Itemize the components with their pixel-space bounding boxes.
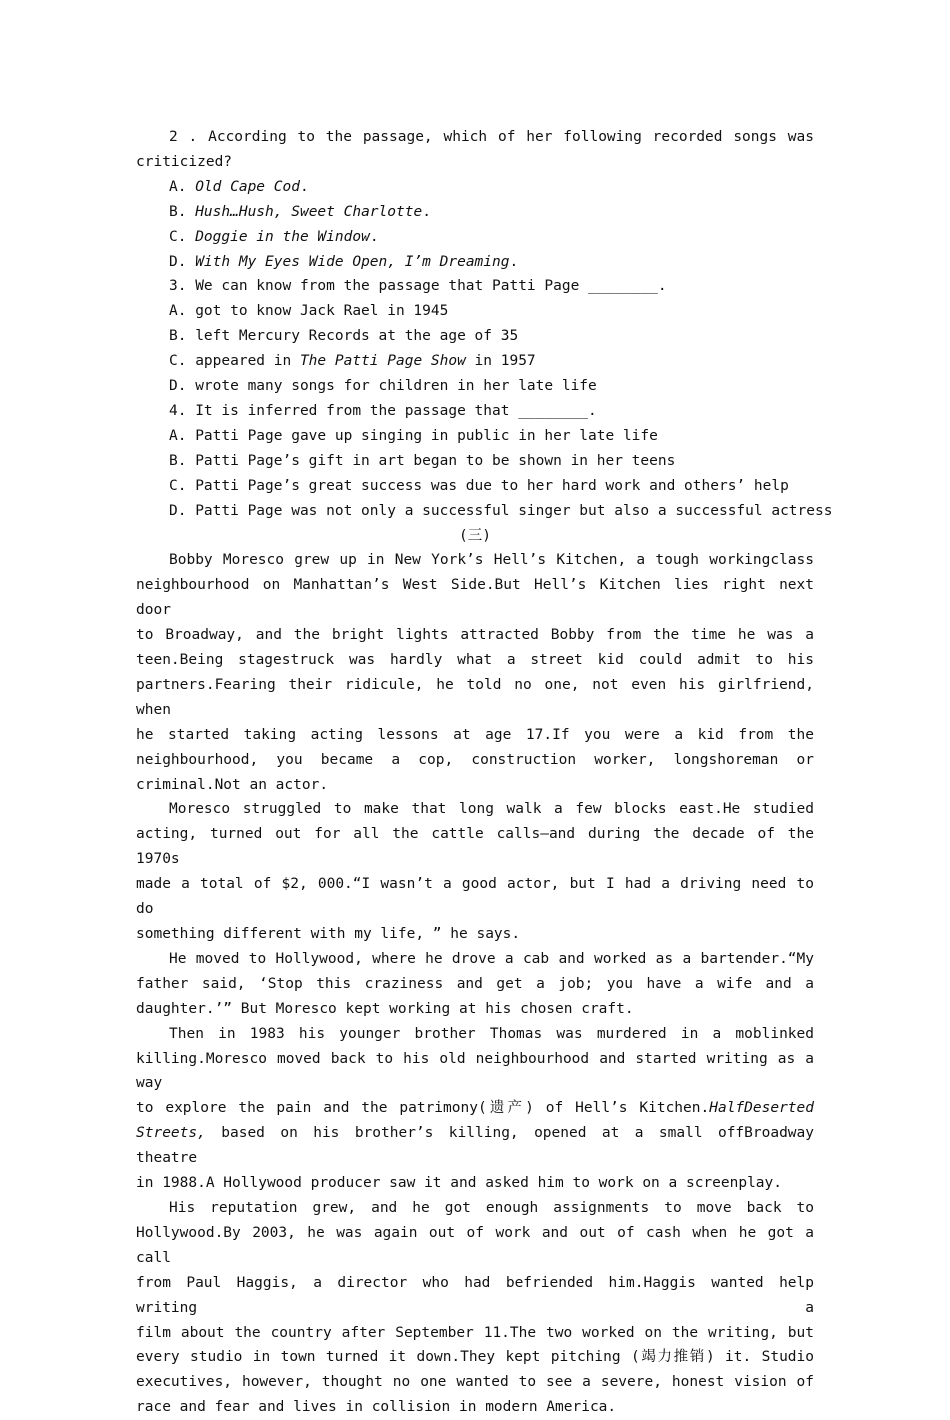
passage-paragraph-1 (136, 548, 814, 797)
passage-line: film about the country after September 11.The two worked on the writing, but (136, 1324, 814, 1341)
question-3-option-d: D. wrote many songs for children in her late life (169, 378, 597, 395)
passage-line: teen.Being stagestruck was hardly what a street kid could admit to his (136, 652, 814, 669)
passage-line (136, 1096, 814, 1121)
play-title: HalfDeserted (709, 1100, 814, 1117)
play-title: Streets, (136, 1125, 206, 1142)
passage-text: based on his brother’s killing, opened at a small offBroadway theatre (136, 1125, 814, 1167)
passage-line: something different with my life, ” he says. (136, 926, 521, 942)
passage-paragraph-4 (136, 1022, 814, 1196)
song-title: Hush…Hush, Sweet Charlotte (195, 203, 423, 220)
song-title: With My Eyes Wide Open, I’m Dreaming (195, 253, 510, 270)
question-2-stem-line-1: 2 . According to the passage, which of her following recorded songs was (169, 129, 814, 145)
question-3-option-c (136, 349, 814, 374)
passage-paragraph-3 (136, 947, 814, 1022)
passage-line: father said, ‘Stop this craziness and get a job; you have a wife and a (136, 975, 814, 992)
option-letter: A. (169, 178, 196, 195)
passage-line: Moresco struggled to make that long walk a few blocks east.He studied (169, 801, 814, 818)
option-text: in 1957 (465, 353, 536, 370)
passage-line: in 1988.A Hollywood producer saw it and asked him to work on a screenplay. (136, 1175, 783, 1192)
question-2-stem-line-2: criticized? (136, 153, 233, 170)
option-suffix: . (422, 203, 431, 220)
passage-line: Then in 1983 his younger brother Thomas was murdered in a moblinked (169, 1025, 814, 1042)
option-suffix: . (299, 178, 309, 195)
question-2-option-a (136, 175, 814, 200)
option-letter: D. (169, 253, 196, 270)
question-4-option-c: C. Patti Page’s great success was due to her hard work and others’ help (169, 477, 789, 494)
song-title: Old Cape Cod (195, 178, 300, 195)
option-text: C. appeared in (169, 353, 300, 370)
passage-line: criminal.Not an actor. (136, 776, 329, 793)
question-2-option-b (136, 200, 814, 225)
passage-line: killing.Moresco moved back to his old neighbourhood and started writing as a way (136, 1050, 814, 1092)
passage-line: every studio in town turned it down.They kept pitching (竭力推销) it. Studio (136, 1349, 814, 1366)
passage-line: from Paul Haggis, a director who had befriended him.Haggis wanted help writing a (136, 1274, 814, 1316)
passage-line: daughter.’” But Moresco kept working at his chosen craft. (136, 1000, 634, 1017)
question-3-option-b: B. left Mercury Records at the age of 35 (169, 328, 519, 345)
option-suffix: . (509, 253, 519, 270)
question-4-option-a: A. Patti Page gave up singing in public in her late life (169, 427, 658, 444)
question-4-stem: 4. It is inferred from the passage that ________. (169, 402, 597, 419)
passage-line: His reputation grew, and he got enough assignments to move back to (169, 1199, 814, 1216)
passage-line: to Broadway, and the bright lights attracted Bobby from the time he was a (136, 627, 814, 644)
question-3-option-a: A. got to know Jack Rael in 1945 (169, 303, 449, 320)
passage-line: He moved to Hollywood, where he drove a cab and worked as a bartender.“My (169, 950, 814, 967)
question-4-option-b: B. Patti Page’s gift in art began to be shown in her teens (169, 452, 676, 469)
passage-line: race and fear and lives in collision in modern America. (136, 1399, 617, 1416)
song-title: Doggie in the Window (195, 228, 370, 245)
passage-line: Bobby Moresco grew up in New York’s Hell’s Kitchen, a tough workingclass (169, 552, 814, 569)
question-2-option-c (136, 225, 814, 250)
option-letter: B. (169, 203, 196, 220)
passage-line: he started taking acting lessons at age 17.If you were a kid from the (136, 726, 814, 743)
passage-line (136, 1121, 814, 1171)
passage-line: acting, turned out for all the cattle calls—and during the decade of the 1970s (136, 826, 814, 868)
question-2-option-d (136, 250, 814, 275)
show-title: The Patti Page Show (299, 353, 466, 370)
passage-line: neighbourhood, you became a cop, construction worker, longshoreman or (136, 751, 814, 768)
passage-line: executives, however, thought no one wanted to see a severe, honest vision of (136, 1374, 814, 1391)
passage-text: to explore the pain and the patrimony(遗产) of Hell’s Kitchen. (136, 1100, 710, 1117)
passage-paragraph-2 (136, 797, 814, 946)
passage-line: made a total of $2, 000.“I wasn’t a good actor, but I had a driving need to do (136, 876, 814, 918)
section-marker: (三) (459, 527, 491, 544)
passage-line: neighbourhood on Manhattan’s West Side.But Hell’s Kitchen lies right next door (136, 577, 814, 619)
question-4-option-d: D. Patti Page was not only a successful singer but also a successful actress (169, 502, 833, 519)
option-suffix: . (369, 228, 379, 245)
passage-line: Hollywood.By 2003, he was again out of work and out of cash when he got a call (136, 1224, 814, 1266)
passage-line: partners.Fearing their ridicule, he told no one, not even his girlfriend, when (136, 676, 814, 718)
passage-paragraph-5 (136, 1196, 814, 1420)
document-content (136, 125, 833, 1420)
option-letter: C. (169, 228, 196, 245)
question-3-stem: 3. We can know from the passage that Patti Page ________. (169, 278, 667, 295)
